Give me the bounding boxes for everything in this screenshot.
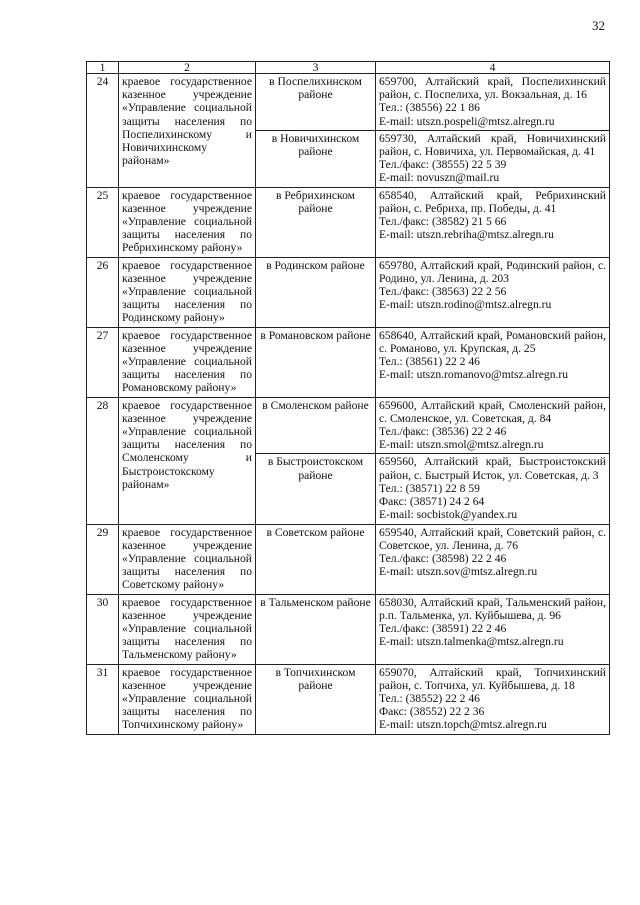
row-number: 29 (87, 524, 119, 594)
row-number: 31 (87, 664, 119, 734)
contact-details (376, 664, 610, 734)
postal-address: 658540, Алтайский край, Ребрихинский район, с. Ребриха, пр. Победы, д. 41 (379, 188, 606, 215)
row-number: 24 (87, 74, 119, 188)
organization-name: краевое государственное казенное учреждение «Управление социальной защиты населения по Советскому району» (119, 524, 256, 594)
email-link[interactable]: E-mail: utszn.rebriha@mtsz.alregn.ru (379, 228, 554, 242)
postal-address: 659730, Алтайский край, Новичихинский район, с. Новичиха, ул. Первомайская, д. 41 (379, 131, 606, 159)
phone-number: Тел./факс: (38582) 21 5 66 (379, 215, 507, 229)
row-number: 30 (87, 594, 119, 664)
phone-number: Тел.: (38552) 22 2 46 (379, 691, 480, 705)
row-number: 27 (87, 327, 119, 397)
table-row (87, 327, 610, 397)
phone-number: Тел./факс: (38598) 22 2 46 (379, 551, 507, 565)
contact-details (376, 524, 610, 594)
header-row (87, 62, 610, 74)
table-row (87, 397, 610, 454)
contact-details (376, 397, 610, 454)
postal-address: 659540, Алтайский край, Советский район, с. Советское, ул. Ленина, д. 76 (379, 525, 606, 552)
email-link[interactable]: E-mail: novuszn@mail.ru (379, 171, 500, 185)
district-name: в Ребрихинском районе (256, 187, 376, 257)
postal-address: 658030, Алтайский край, Тальменский район, р.п. Тальменка, ул. Куйбышева, д. 96 (379, 595, 606, 622)
row-number: 26 (87, 257, 119, 327)
header-cell: 4 (376, 62, 610, 74)
table-row (87, 187, 610, 257)
district-name: в Новичихинском районе (256, 130, 376, 187)
fax-number: Факс: (38571) 24 2 64 (379, 495, 485, 509)
email-link[interactable]: E-mail: utszn.romanovo@mtsz.alregn.ru (379, 368, 569, 382)
contact-details (376, 454, 610, 524)
contact-details (376, 187, 610, 257)
table-row (87, 524, 610, 594)
header-cell: 2 (119, 62, 256, 74)
table-row (87, 74, 610, 131)
table-row (87, 594, 610, 664)
contact-details (376, 327, 610, 397)
email-link[interactable]: E-mail: utszn.rodino@mtsz.alregn.ru (379, 298, 552, 312)
phone-number: Тел./факс: (38555) 22 5 39 (379, 158, 507, 172)
email-link[interactable]: E-mail: socbistok@yandex.ru (379, 508, 518, 522)
row-number: 25 (87, 187, 119, 257)
contact-details (376, 594, 610, 664)
postal-address: 658640, Алтайский край, Романовский район, с. Романово, ул. Крупская, д. 25 (379, 328, 606, 355)
contact-details (376, 74, 610, 131)
phone-number: Тел./факс: (38591) 22 2 46 (379, 621, 507, 635)
district-name: в Тальменском районе (256, 594, 376, 664)
district-name: в Поспелихинском районе (256, 74, 376, 131)
district-name: в Смоленском районе (256, 397, 376, 454)
organization-name: краевое государственное казенное учреждение «Управление социальной защиты населения по Тальменскому району» (119, 594, 256, 664)
district-name: в Родинском районе (256, 257, 376, 327)
phone-number: Тел./факс: (38563) 22 2 56 (379, 285, 507, 299)
row-number: 28 (87, 397, 119, 524)
email-link[interactable]: E-mail: utszn.sov@mtsz.alregn.ru (379, 565, 538, 579)
phone-number: Тел.: (38571) 22 8 59 (379, 481, 480, 495)
postal-address: 659600, Алтайский край, Смоленский район, с. Смоленское, ул. Советская, д. 84 (379, 398, 606, 425)
organization-name: краевое государственное казенное учреждение «Управление социальной защиты населения по Романовскому району» (119, 327, 256, 397)
organization-name: краевое государственное казенное учреждение «Управление социальной защиты населения по Ребрихинскому району» (119, 187, 256, 257)
email-link[interactable]: E-mail: utszn.talmenka@mtsz.alregn.ru (379, 635, 564, 649)
table-row (87, 257, 610, 327)
organization-name: краевое государственное казенное учреждение «Управление социальной защиты населения по Поспелихинскому и Новичихинскому районам» (119, 74, 256, 188)
header-cell: 1 (87, 62, 119, 74)
offices-table (86, 61, 610, 735)
email-link[interactable]: E-mail: utszn.smol@mtsz.alregn.ru (379, 438, 544, 452)
postal-address: 659560, Алтайский край, Быстроистокский район, с. Быстрый Исток, ул. Советская, д. 3 (379, 455, 606, 482)
postal-address: 659780, Алтайский край, Родинский район, с. Родино, ул. Ленина, д. 203 (379, 258, 606, 285)
contact-details (376, 257, 610, 327)
header-cell: 3 (256, 62, 376, 74)
postal-address: 659070, Алтайский край, Топчихинский район, с. Топчиха, ул. Куйбышева, д. 18 (379, 665, 606, 692)
organization-name: краевое государственное казенное учреждение «Управление социальной защиты населения по Смоленскому и Быстроистокскому районам» (119, 397, 256, 524)
phone-number: Тел.: (38561) 22 2 46 (379, 355, 480, 369)
organization-name: краевое государственное казенное учреждение «Управление социальной защиты населения по Родинскому району» (119, 257, 256, 327)
phone-number: Тел./факс: (38536) 22 2 46 (379, 425, 507, 439)
district-name: в Романовском районе (256, 327, 376, 397)
fax-number: Факс: (38552) 22 2 36 (379, 705, 485, 719)
postal-address: 659700, Алтайский край, Поспелихинский район, с. Поспелиха, ул. Вокзальная, д. 16 (379, 75, 606, 102)
table-row (87, 664, 610, 734)
phone-number: Тел.: (38556) 22 1 86 (379, 101, 480, 115)
district-name: в Советском районе (256, 524, 376, 594)
table-body (87, 62, 610, 735)
organization-name: краевое государственное казенное учреждение «Управление социальной защиты населения по Топчихинскому району» (119, 664, 256, 734)
district-name: в Быстроистокском районе (256, 454, 376, 524)
email-link[interactable]: E-mail: utszn.pospeli@mtsz.alregn.ru (379, 114, 555, 128)
contact-details (376, 130, 610, 187)
district-name: в Топчихинском районе (256, 664, 376, 734)
email-link[interactable]: E-mail: utszn.topch@mtsz.alregn.ru (379, 718, 547, 732)
page-number: 32 (592, 18, 605, 33)
